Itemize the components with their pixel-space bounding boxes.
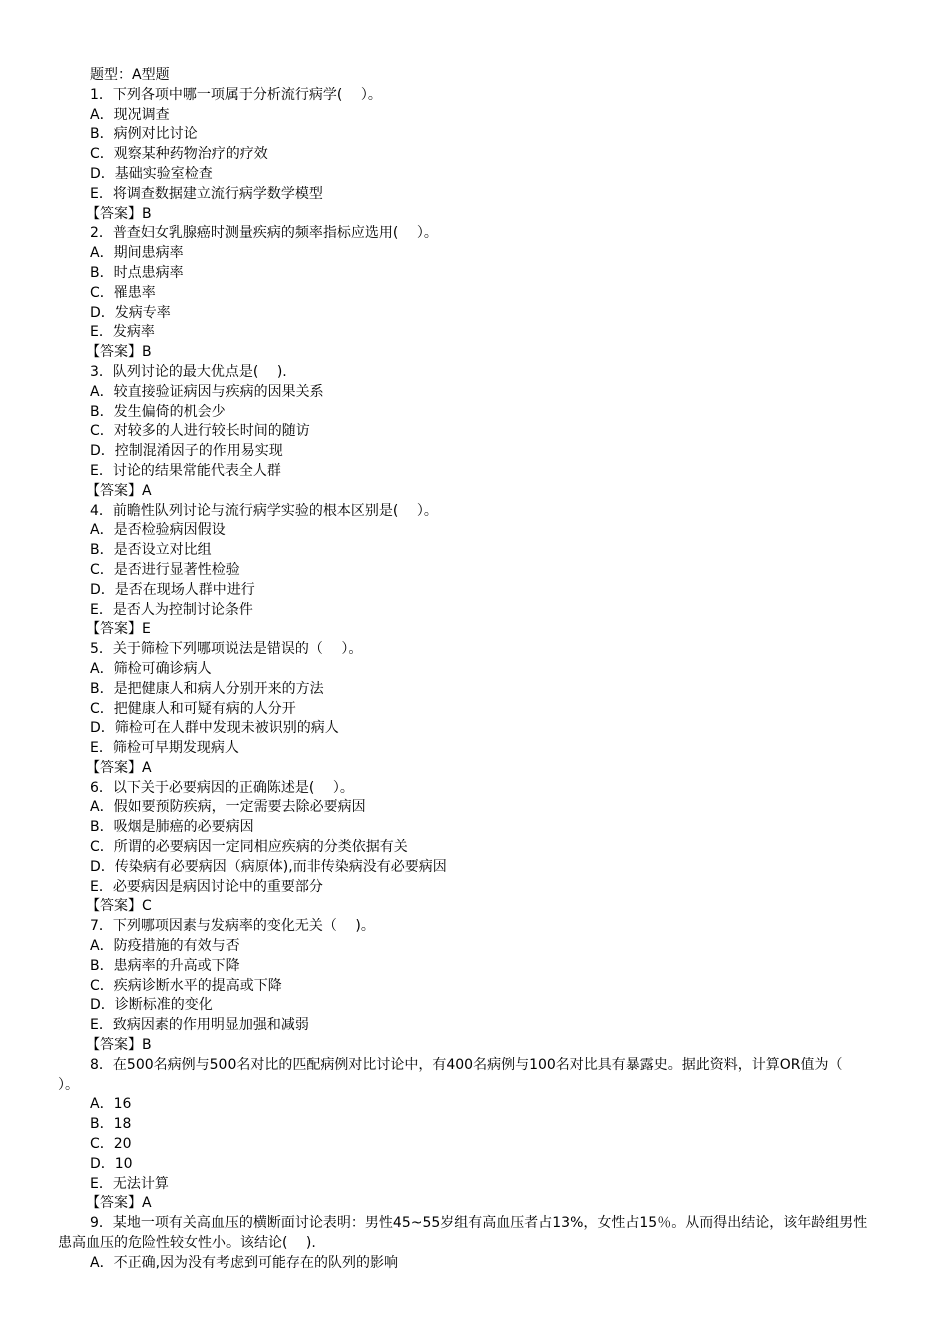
answer-option: D．发病专率 [90,304,171,321]
answer-option: A．现况调查 [90,106,170,123]
answer-key: 【答案】B [86,344,152,361]
answer-option: D．基础实验室检查 [90,165,213,182]
question-block [58,363,880,502]
answer-option: A．假如要预防疾病，一定需要去除必要病因 [90,799,366,816]
answer-option: E．无法计算 [90,1175,169,1192]
question-list [58,86,880,1274]
question-block [58,1214,880,1273]
answer-option: A．16 [90,1096,132,1113]
answer-option: C．对较多的人进行较长时间的随访 [90,423,310,440]
answer-option: B．吸烟是肺癌的必要病因 [90,819,254,836]
answer-option: E．筛检可早期发现病人 [90,740,239,757]
question-stem: 7．下列哪项因素与发病率的变化无关（ )。 [90,918,375,935]
question-stem: 2．普查妇女乳腺癌时测量疾病的频率指标应选用( ）。 [90,225,438,242]
question-stem: 8．在500名病例与500名对比的匹配病例对比讨论中，有400名病例与100名对比具有暴露史。据此资料，计算OR值为（ ）。 [58,1056,861,1093]
answer-option: A．不正确,因为没有考虑到可能存在的队列的影响 [90,1254,399,1271]
question-block [58,917,880,1056]
answer-option: B．18 [90,1116,132,1133]
question-block [58,1056,880,1214]
answer-option: E．讨论的结果常能代表全人群 [90,462,281,479]
question-block [58,86,880,225]
answer-option: B．时点患病率 [90,264,184,281]
answer-option: B．患病率的升高或下降 [90,957,240,974]
answer-option: E．必要病因是病因讨论中的重要部分 [90,878,323,895]
question-block [58,640,880,779]
answer-option: C．把健康人和可疑有病的人分开 [90,700,296,717]
answer-option: E．发病率 [90,324,155,341]
answer-option: C．20 [90,1136,132,1153]
answer-option: A．较直接验证病因与疾病的因果关系 [90,383,324,400]
answer-option: E．致病因素的作用明显加强和减弱 [90,1017,309,1034]
answer-key: 【答案】E [86,621,151,638]
answer-option: E．将调查数据建立流行病学数学模型 [90,185,323,202]
question-type-heading: 题型：A型题 [90,67,170,83]
answer-option: B．是把健康人和病人分别开来的方法 [90,680,324,697]
answer-option: C．观察某种药物治疗的疗效 [90,146,268,163]
question-block [58,224,880,363]
answer-key: 【答案】A [86,482,152,499]
answer-option: A．防疫措施的有效与否 [90,938,240,955]
answer-option: A．是否检验病因假设 [90,522,226,539]
question-block [58,779,880,918]
answer-option: C．所谓的必要病因一定同相应疾病的分类依据有关 [90,839,408,856]
question-stem: 4．前瞻性队列讨论与流行病学实验的根本区别是( ）。 [90,502,438,519]
question-stem: 3．队列讨论的最大优点是( ). [90,363,287,380]
answer-option: C．是否进行显著性检验 [90,561,240,578]
answer-option: B．是否设立对比组 [90,542,212,559]
question-block [58,502,880,641]
question-stem: 6．以下关于必要病因的正确陈述是( ）。 [90,779,354,796]
question-stem: 5．关于筛检下列哪项说法是错误的（ ）。 [90,641,363,658]
answer-key: 【答案】B [86,205,152,222]
answer-option: C．罹患率 [90,284,156,301]
answer-option: A．期间患病率 [90,245,184,262]
answer-key: 【答案】B [86,1037,152,1054]
answer-key: 【答案】A [86,1195,152,1212]
answer-option: B．发生偏倚的机会少 [90,403,226,420]
question-stem: 1．下列各项中哪一项属于分析流行病学( ）。 [90,86,382,103]
answer-option: C．疾病诊断水平的提高或下降 [90,977,282,994]
answer-option: B．病例对比讨论 [90,126,198,143]
answer-option: D．传染病有必要病因（病原体),而非传染病没有必要病因 [90,858,447,875]
answer-option: D．是否在现场人群中进行 [90,581,255,598]
answer-option: A．筛检可确诊病人 [90,660,212,677]
answer-key: 【答案】C [86,898,152,915]
answer-key: 【答案】A [86,759,152,776]
question-stem: 9．某地一项有关高血压的横断面讨论表明：男性45~55岁组有高血压者占13%，女性占15％。从而得出结论，该年龄组男性患高血压的危险性较女性小。该结论( ). [58,1215,868,1252]
answer-option: D．诊断标准的变化 [90,997,213,1014]
answer-option: E．是否人为控制讨论条件 [90,601,253,618]
answer-option: D．筛检可在人群中发现未被识别的病人 [90,720,339,737]
answer-option: D．控制混淆因子的作用易实现 [90,443,283,460]
answer-option: D．10 [90,1155,133,1172]
